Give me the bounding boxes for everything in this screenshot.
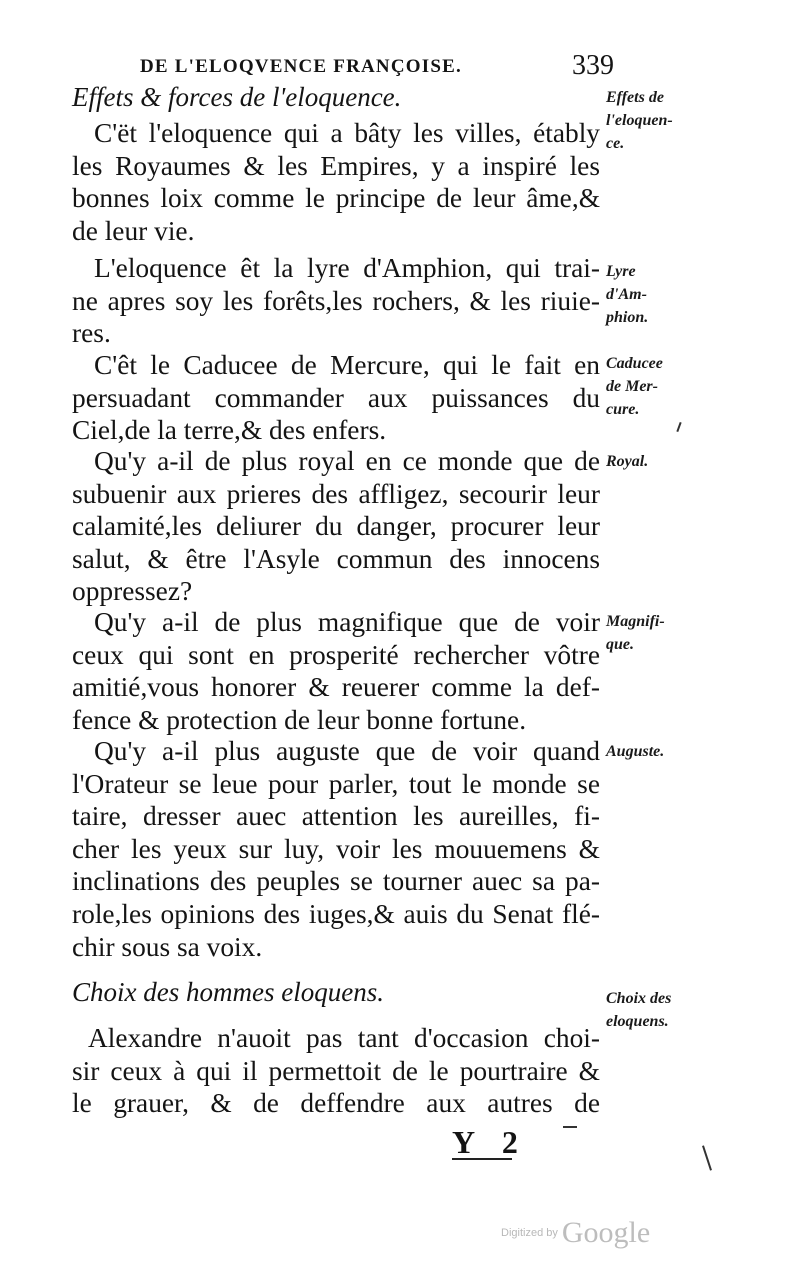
running-title: DE L'ELOQVENCE FRANÇOISE. xyxy=(140,56,462,77)
text-line: le grauer, & de deffendre aux autres de xyxy=(72,1088,600,1119)
scan-speck xyxy=(676,422,681,432)
text-line: de leur vie. xyxy=(72,215,195,246)
margin-note: Royal. xyxy=(606,453,649,470)
text-line: subuenir aux prieres des affligez, secourir leur xyxy=(72,478,600,509)
margin-note: Choix des eloquens. xyxy=(606,990,672,1030)
margin-note: Magnifi- que. xyxy=(606,613,665,653)
text-line: l'Orateur se leue pour parler, tout le monde se xyxy=(72,768,600,799)
scan-speck xyxy=(563,1126,577,1128)
scan-speck xyxy=(702,1145,712,1170)
running-head xyxy=(140,50,614,81)
google-logo: Google xyxy=(561,1216,651,1249)
paragraph xyxy=(72,349,600,447)
margin-note: Lyre d'Am- phion. xyxy=(606,263,649,326)
paragraph xyxy=(72,1022,600,1120)
section-heading: Choix des hommes eloquens. xyxy=(72,977,384,1007)
paragraph xyxy=(72,252,600,350)
text-line: salut, & être l'Asyle commun des innocens xyxy=(72,543,600,574)
margin-note: Caducee de Mer- cure. xyxy=(606,355,663,418)
text-line: oppressez? xyxy=(72,576,193,607)
margin-note: Effets de l'eloquen- ce. xyxy=(606,89,673,152)
text-line: res. xyxy=(72,318,111,349)
text-line: ne apres soy les forêts,les rochers, & les riuie- xyxy=(72,285,600,316)
text-line: Ciel,de la terre,& des enfers. xyxy=(72,415,387,446)
text-line: Qu'y a-il plus auguste que de voir quand xyxy=(94,736,600,766)
text-line: Qu'y a-il de plus magnifique que de voir xyxy=(94,607,600,637)
text-line: C'ët l'eloquence qui a bâty les villes, étably xyxy=(94,118,600,148)
text-line: les Royaumes & les Empires, y a inspiré les xyxy=(72,150,600,181)
text-line: persuadant commander aux puissances du xyxy=(72,382,600,413)
text-line: cher les yeux sur luy, voir les mouuemens & xyxy=(72,833,600,864)
paragraph xyxy=(72,606,600,736)
text-line: role,les opinions des iuges,& auis du Senat flé- xyxy=(72,898,600,929)
text-line: amitié,vous honorer & reuerer comme la def- xyxy=(72,672,600,703)
page-number: 339 xyxy=(572,50,614,81)
text-line: C'êt le Caducee de Mercure, qui le fait en xyxy=(94,350,600,380)
section-heading: Effets & forces de l'eloquence. xyxy=(72,82,402,112)
text-line: inclinations des peuples se tourner auec sa pa- xyxy=(72,866,600,897)
paragraph xyxy=(72,445,600,608)
text-line: calamité,les deliurer du danger, procurer leur xyxy=(72,511,600,542)
text-line: fence & protection de leur bonne fortune. xyxy=(72,704,527,735)
text-line: chir sous sa voix. xyxy=(72,931,263,962)
text-line: ceux qui sont en prosperité rechercher vôtre xyxy=(72,639,600,670)
text-line: Qu'y a-il de plus royal en ce monde que de xyxy=(94,446,600,476)
digitized-by-label: Digitized by xyxy=(501,1227,558,1239)
text-line: L'eloquence êt la lyre d'Amphion, qui trai- xyxy=(94,253,600,283)
digitized-watermark xyxy=(501,1216,650,1250)
signature-mark: Y 2 xyxy=(452,1124,528,1160)
text-line: bonnes loix comme le principe de leur âme,& xyxy=(72,183,600,214)
margin-note: Auguste. xyxy=(606,743,665,760)
text-line: taire, dresser auec attention les aureilles, fi- xyxy=(72,801,600,832)
paragraph xyxy=(72,117,600,247)
paragraph xyxy=(72,735,600,963)
text-line: Alexandre n'auoit pas tant d'occasion choi- xyxy=(88,1023,600,1053)
text-line: sir ceux à qui il permettoit de le pourtraire & xyxy=(72,1055,600,1086)
